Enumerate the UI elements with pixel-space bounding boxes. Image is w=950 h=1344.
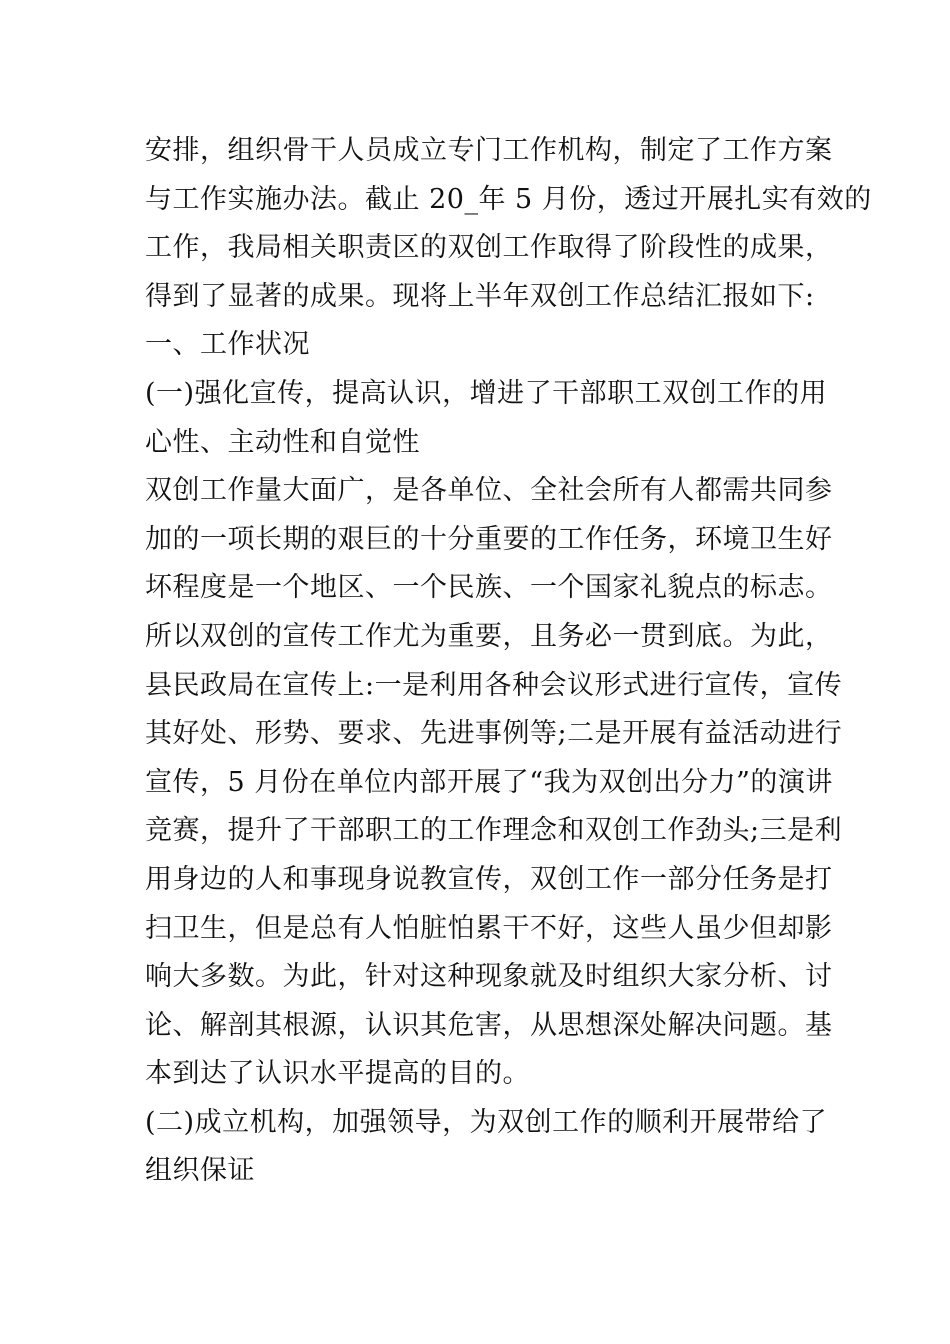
text-line: 双创工作量大面广，是各单位、全社会所有人都需共同参 bbox=[145, 475, 833, 507]
text-line: 论、解剖其根源，认识其危害，从思想深处解决问题。基 bbox=[145, 1009, 833, 1041]
text-line: 加的一项长期的艰巨的十分重要的工作任务，环境卫生好 bbox=[145, 523, 833, 555]
text-line: 响大多数。为此，针对这种现象就及时组织大家分析、讨 bbox=[145, 961, 833, 993]
text-line: 县民政局在宣传上:一是利用各种会议形式进行宣传，宣传 bbox=[145, 669, 843, 701]
text-line: 用身边的人和事现身说教宣传，双创工作一部分任务是打 bbox=[145, 863, 833, 895]
text-line: 与工作实施办法。截止 20_年 5 月份，透过开展扎实有效的 bbox=[145, 183, 872, 215]
section-heading: 一、工作状况 bbox=[145, 329, 310, 361]
document-body bbox=[145, 127, 872, 1196]
text-line: 其好处、形势、要求、先进事例等;二是开展有益活动进行 bbox=[145, 718, 843, 750]
subsection-heading: 心性、主动性和自觉性 bbox=[145, 426, 420, 458]
subsection-heading: (一)强化宣传，提高认识，增进了干部职工双创工作的用 bbox=[145, 377, 828, 409]
text-line: 所以双创的宣传工作尤为重要，且务必一贯到底。为此， bbox=[145, 620, 833, 652]
text-line: 工作，我局相关职责区的双创工作取得了阶段性的成果， bbox=[145, 232, 833, 264]
text-line: 扫卫生，但是总有人怕脏怕累干不好，这些人虽少但却影 bbox=[145, 912, 833, 944]
text-line: 得到了显著的成果。现将上半年双创工作总结汇报如下: bbox=[145, 280, 815, 312]
subsection-heading: 组织保证 bbox=[145, 1155, 255, 1187]
text-line: 竞赛，提升了干部职工的工作理念和双创工作劲头;三是利 bbox=[145, 815, 843, 847]
text-line: 本到达了认识水平提高的目的。 bbox=[145, 1058, 530, 1090]
text-line: 安排，组织骨干人员成立专门工作机构，制定了工作方案 bbox=[145, 135, 833, 166]
subsection-heading: (二)成立机构，加强领导，为双创工作的顺利开展带给了 bbox=[145, 1106, 828, 1138]
text-line: 宣传，5 月份在单位内部开展了“我为双创出分力”的演讲 bbox=[145, 766, 833, 798]
text-line: 坏程度是一个地区、一个民族、一个国家礼貌点的标志。 bbox=[145, 572, 833, 604]
